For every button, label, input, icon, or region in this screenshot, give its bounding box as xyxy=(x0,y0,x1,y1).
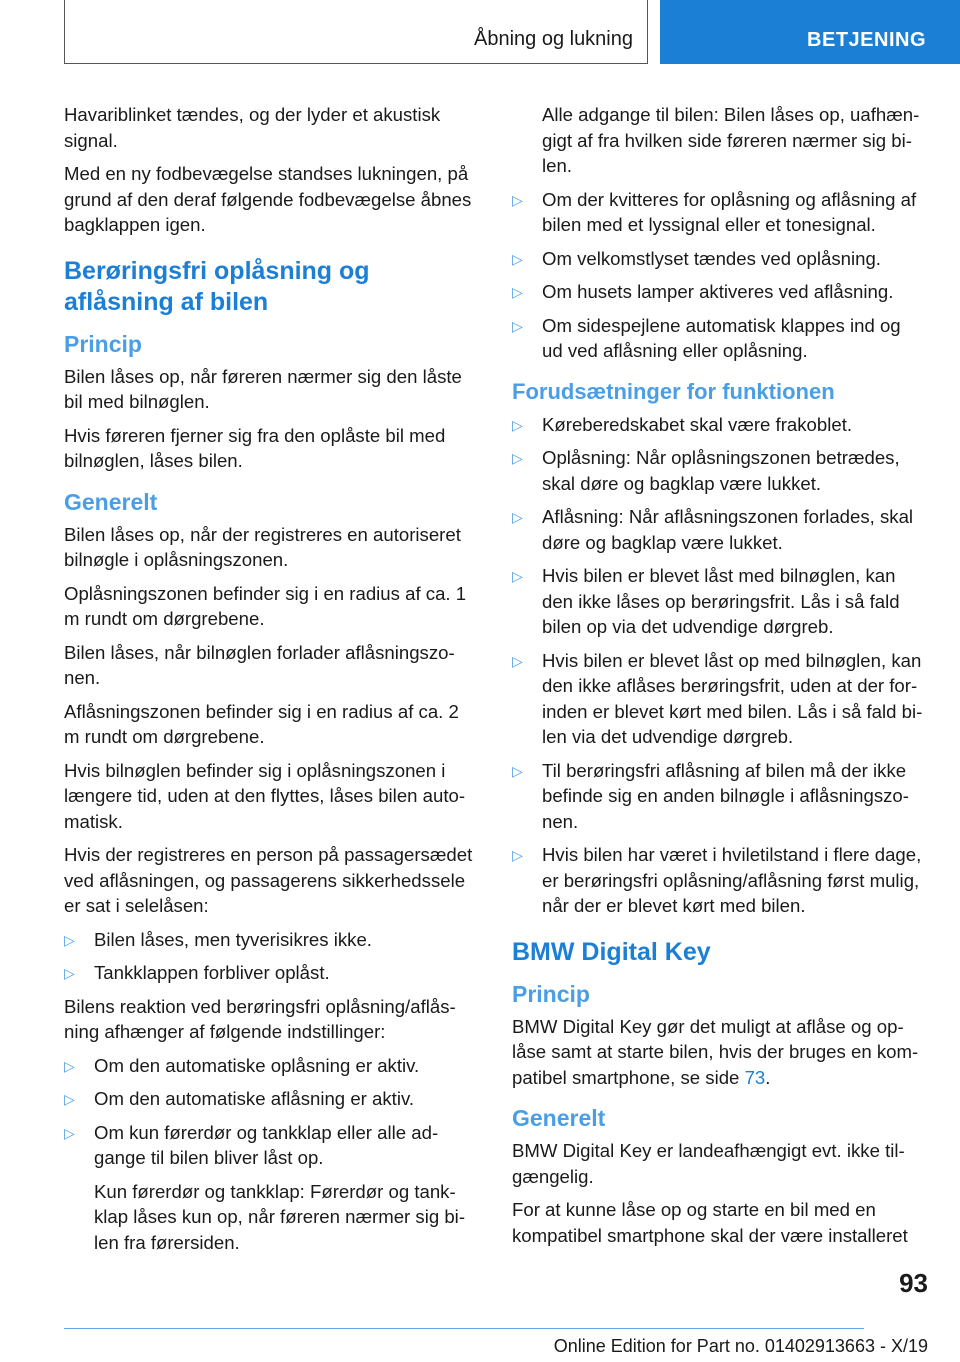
triangle-bullet-icon: ▷ xyxy=(64,965,75,981)
paragraph: Hvis føreren fjerner sig fra den oplåste bil med bilnøglen, låses bilen. xyxy=(64,424,446,471)
left-column xyxy=(64,102,476,1263)
subheading-princip: Princip xyxy=(512,980,590,1007)
triangle-bullet-icon: ▷ xyxy=(512,416,523,433)
triangle-bullet-icon: ▷ xyxy=(512,250,523,267)
chapter-tab xyxy=(660,0,960,64)
paragraph: Hvis bilnøglen befinder sig i oplåsningszonen i længere tid, uden at den flyttes, låses bilen automatisk. xyxy=(64,759,466,832)
paragraph: Bilen låses op, når der registreres en autoriseret bilnøgle i oplåsningszonen. xyxy=(64,523,461,570)
subheading-generelt: Generelt xyxy=(64,488,158,515)
section-title: Åbning og lukning xyxy=(473,28,633,50)
list-item: ▷ Om sidespejlene automatisk klappes ind og ud ved aflåsning eller oplåsning. xyxy=(512,314,901,361)
section-heading-bmw-digital-key: BMW Digital Key xyxy=(512,937,711,966)
bullet-list xyxy=(512,412,924,919)
paragraph: Bilens reaktion ved berøringsfri oplåsning/aflåsning afhænger af følgende indstillinger: xyxy=(64,995,456,1042)
list-item: ▷ Tankklappen forbliver oplåst. xyxy=(64,960,476,986)
triangle-bullet-icon: ▷ xyxy=(64,1057,75,1074)
triangle-bullet-icon: ▷ xyxy=(64,1124,75,1141)
list-item: ▷ Til berøringsfri aflåsning af bilen må der ikke befinde sig en anden bilnøgle i aflåsningszonen. xyxy=(512,759,909,832)
triangle-bullet-icon: ▷ xyxy=(512,509,523,525)
triangle-bullet-icon: ▷ xyxy=(64,1091,75,1107)
bullet-list xyxy=(64,927,476,986)
page-reference-link[interactable]: 73 xyxy=(744,1066,766,1088)
triangle-bullet-icon: ▷ xyxy=(512,284,523,300)
list-item: ▷ Bilen låses, men tyverisikres ikke. xyxy=(64,927,476,953)
subheading-forudsaetninger: Forudsætninger for funktionen xyxy=(512,378,835,404)
subheading-generelt: Generelt xyxy=(512,1105,606,1131)
triangle-bullet-icon: ▷ xyxy=(512,847,523,863)
list-item: ▷ Om der kvitteres for oplåsning og aflåsning af bilen med et lyssignal eller et tonesignal. xyxy=(512,188,917,235)
subheading-princip: Princip xyxy=(64,330,142,357)
list-item: ▷ Om den automatiske aflåsning er aktiv. xyxy=(64,1086,476,1112)
section-heading: Berøringsfri oplåsning og aflåsning af bilen xyxy=(64,256,370,316)
list-item: ▷ Hvis bilen har været i hviletilstand i flere dage, er berøringsfri oplåsning/aflåsning først mulig, når der er blevet kørt med bilen. xyxy=(512,844,922,916)
chapter-tab-label: BETJENING xyxy=(807,29,926,51)
paragraph: Med en ny fodbevægelse standses lukningen, på grund af den deraf følgende fodbevægelse åbnes bagklappen igen. xyxy=(64,163,472,235)
list-item: ▷ Oplåsning: Når oplåsningszonen betrædes, skal døre og bagklap være lukket. xyxy=(512,447,900,494)
list-item: ▷ Om den automatiske oplåsning er aktiv. xyxy=(64,1053,476,1079)
list-item: ▷ Hvis bilen er blevet låst op med bilnøglen, kan den ikke aflåses berøringsfrit, uden at der forinden er blevet kørt med bilen. Lås i så fald bilen via det udvendige dørgreb. xyxy=(512,649,923,747)
paragraph: Havariblinket tændes, og der lyder et akustisk signal. xyxy=(64,104,441,151)
list-item: ▷ Om husets lamper aktiveres ved aflåsning. xyxy=(512,279,924,305)
triangle-bullet-icon: ▷ xyxy=(512,450,523,466)
paragraph: Bilen låses op, når føreren nærmer sig den låste bil med bilnøglen. xyxy=(64,365,462,412)
list-item: ▷ Om velkomstlyset tændes ved oplåsning. xyxy=(512,246,924,272)
list-item: ▷ Om kun førerdør og tankklap eller alle adgange til bilen bliver låst op. xyxy=(64,1121,439,1168)
triangle-bullet-icon: ▷ xyxy=(512,652,523,669)
paragraph: Hvis der registreres en person på passagersædet ved aflåsningen, og passagerens sikkerhedssele er sat i selelåsen: xyxy=(64,844,473,916)
paragraph: Oplåsningszonen befinder sig i en radius af ca. 1 m rundt om dørgrebene. xyxy=(64,582,467,629)
triangle-bullet-icon: ▷ xyxy=(512,568,523,584)
footer-divider xyxy=(64,1328,864,1329)
triangle-bullet-icon: ▷ xyxy=(512,762,523,779)
triangle-bullet-icon: ▷ xyxy=(64,931,75,948)
bullet-list xyxy=(64,1053,476,1171)
list-item: ▷ Hvis bilen er blevet låst med bilnøglen, kan den ikke låses op berøringsfrit. Lås i så fald bilen op via det udvendige dørgreb. xyxy=(512,565,900,637)
paragraph: For at kunne låse op og starte en bil med en kompatibel smartphone skal der være installeret xyxy=(512,1199,908,1246)
paragraph: Bilen låses, når bilnøglen forlader aflåsningszonen. xyxy=(64,641,455,688)
bullet-list xyxy=(512,187,924,364)
indented-paragraph: Kun førerdør og tankklap: Førerdør og tankklap låses kun op, når føreren nærmer sig bilen fra førersiden. xyxy=(94,1180,466,1253)
indented-paragraph: Alle adgange til bilen: Bilen låses op, uafhængigt af fra hvilken side føreren nærmer sig bilen. xyxy=(542,104,920,176)
footer-edition-text: Online Edition for Part no. 01402913663 - X/19 xyxy=(553,1336,928,1356)
paragraph: BMW Digital Key er landeafhængigt evt. ikke tilgængelig. xyxy=(512,1140,905,1187)
right-column xyxy=(512,102,924,1256)
list-item: ▷ Aflåsning: Når aflåsningszonen forlades, skal døre og bagklap være lukket. xyxy=(512,506,914,553)
paragraph: Aflåsningszonen befinder sig i en radius af ca. 2 m rundt om dørgrebene. xyxy=(64,700,459,747)
triangle-bullet-icon: ▷ xyxy=(512,317,523,334)
paragraph: BMW Digital Key gør det muligt at aflåse og oplåse samt at starte bilen, hvis der bruges en kompatibel smartphone, se side 73. xyxy=(512,1015,919,1088)
header-frame xyxy=(64,0,648,64)
page-number: 93 xyxy=(899,1268,928,1298)
list-item: ▷ Køreberedskabet skal være frakoblet. xyxy=(512,412,924,438)
triangle-bullet-icon: ▷ xyxy=(512,191,523,208)
